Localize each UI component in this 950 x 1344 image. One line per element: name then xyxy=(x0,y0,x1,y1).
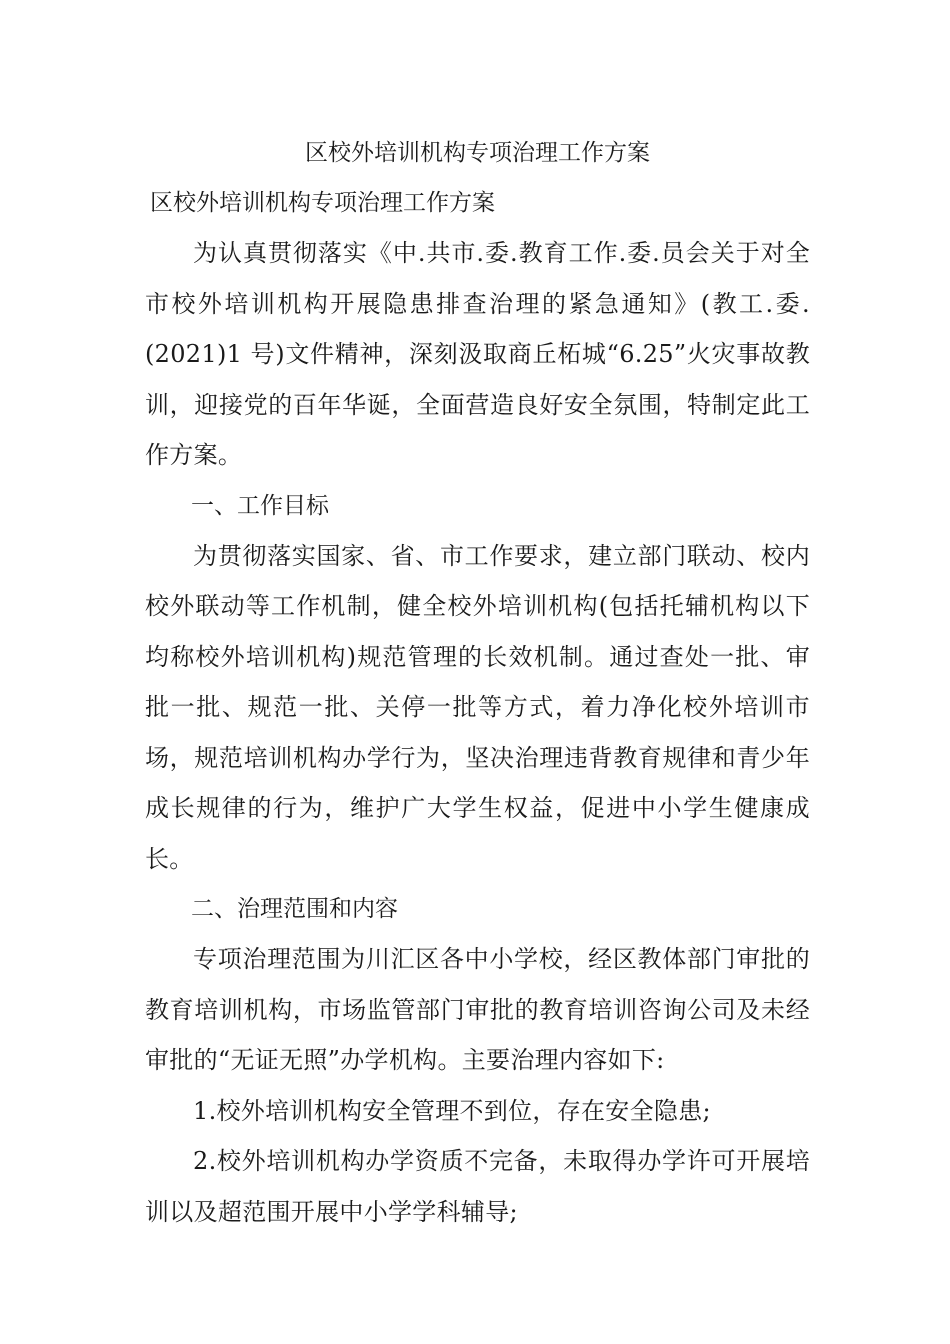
scope-item-1: 1.校外培训机构安全管理不到位，存在安全隐患; xyxy=(193,1096,711,1125)
section-heading-goals: 一、工作目标 xyxy=(191,492,329,519)
document-title: 区校外培训机构专项治理工作方案 xyxy=(305,140,650,166)
scope-item-2: 2.校外培训机构办学资质不完备，未取得办学许可开展培训以及超范围开展中小学学科辅导; xyxy=(145,1147,810,1226)
scope-paragraph: 专项治理范围为川汇区各中小学校，经区教体部门审批的教育培训机构，市场监管部门审批的教育培训咨询公司及未经审批的“无证无照”办学机构。主要治理内容如下: xyxy=(145,945,810,1074)
goals-paragraph: 为贯彻落实国家、省、市工作要求，建立部门联动、校内校外联动等工作机制，健全校外培训机构(包括托辅机构以下均称校外培训机构)规范管理的长效机制。通过查处一批、审批一批、规范一批、关停一批等方式，着力净化校外培训市场，规范培训机构办学行为，坚决治理违背教育规律和青少年成长规律的行为，维护广大学生权益，促进中小学生健康成长。 xyxy=(145,541,810,873)
intro-paragraph: 为认真贯彻落实《中.共市.委.教育工作.委.员会关于对全市校外培训机构开展隐患排查治理的紧急通知》(教工.委.(2021)1 号)文件精神，深刻汲取商丘柘城“6.25”火灾事故教训，迎接党的百年华诞，全面营造良好安全氛围，特制定此工作方案。 xyxy=(145,239,810,469)
document-subtitle: 区校外培训机构专项治理工作方案 xyxy=(150,190,495,216)
section-heading-scope: 二、治理范围和内容 xyxy=(191,896,398,922)
